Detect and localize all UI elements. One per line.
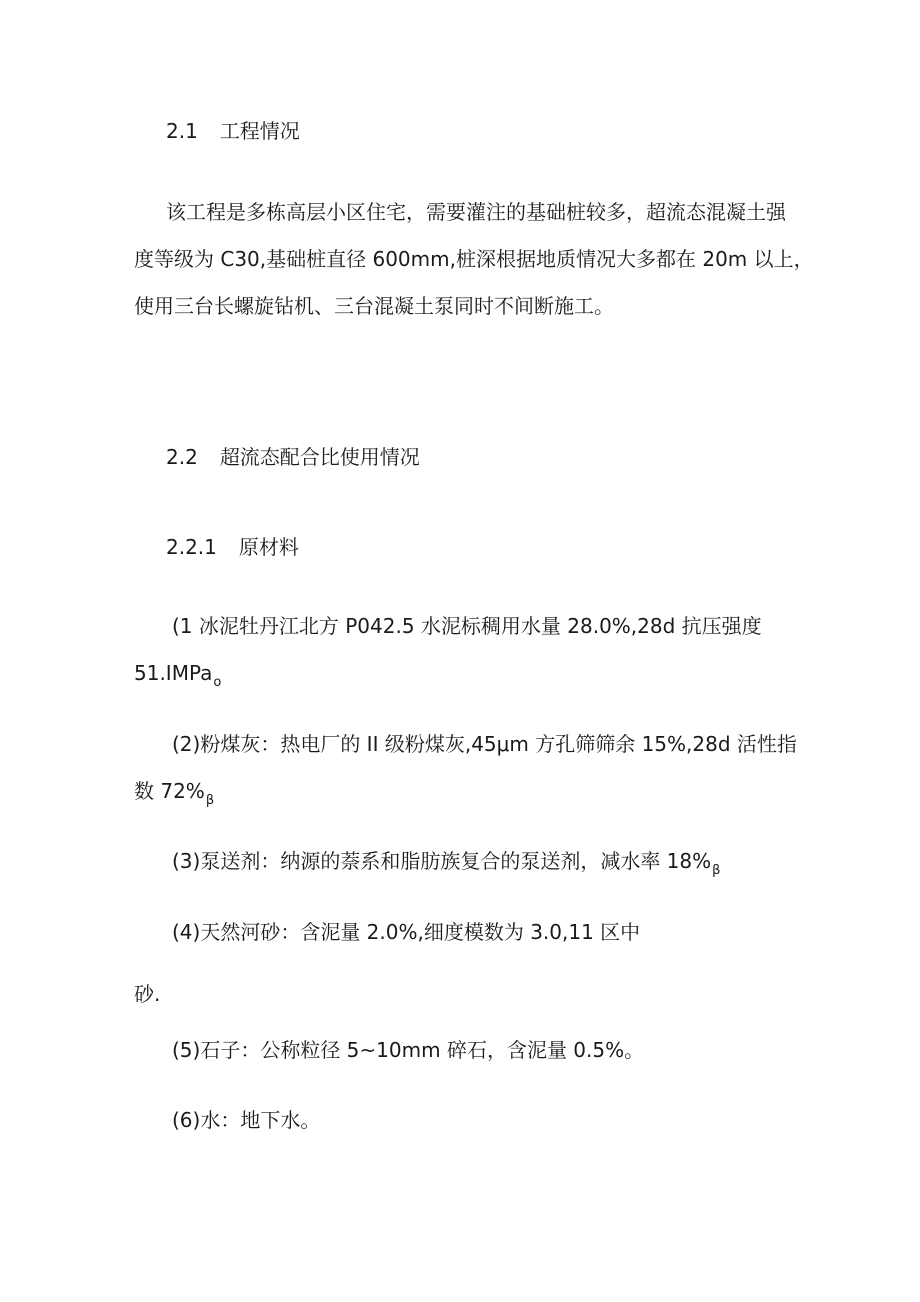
paragraph-line: 度等级为 C30,基础桩直径 600mm,桩深根据地质情况大多都在 20m 以上， <box>134 247 814 271</box>
section-2-2-1-number: 2.2.1 <box>166 535 217 559</box>
section-2-2-title: 超流态配合比使用情况 <box>219 445 420 469</box>
section-2-1-title: 工程情况 <box>219 119 300 143</box>
material-item-1-line-1: (1 冰泥牡丹江北方 P042.5 水泥标稠用水量 28.0%,28d 抗压强度 <box>172 614 762 638</box>
material-item-1-subscript: o <box>213 675 222 690</box>
material-item-3-text: (3)泵送剂：纳源的萘系和脂肪族复合的泵送剂，减水率 18% <box>172 849 712 873</box>
material-item-5: (5)石子：公称粒径 5~10mm 碎石，含泥量 0.5%。 <box>172 1038 645 1062</box>
material-item-2-line-1: (2)粉煤灰：热电厂的 II 级粉煤灰,45μm 方孔筛筛余 15%,28d 活性指 <box>172 732 797 756</box>
section-2-1-heading <box>166 117 300 145</box>
section-2-2-number: 2.2 <box>166 445 198 469</box>
material-item-1-line-2 <box>134 659 221 697</box>
material-item-2-value: 数 72% <box>134 779 205 803</box>
section-2-1-number: 2.1 <box>166 119 198 143</box>
material-item-4-line-2: 砂. <box>134 982 161 1006</box>
material-item-2-line-2 <box>134 777 214 815</box>
section-2-2-heading <box>166 443 420 471</box>
paragraph-line: 该工程是多栋高层小区住宅，需要灌注的基础桩较多，超流态混凝土强 <box>166 200 786 224</box>
material-item-1-value: 51.IMPa <box>134 661 213 685</box>
section-2-2-1-heading <box>166 533 299 561</box>
material-item-3-subscript: β <box>712 863 721 878</box>
material-item-6: (6)水：地下水。 <box>172 1108 321 1132</box>
section-2-2-1-title: 原材料 <box>238 535 299 559</box>
paragraph-line: 使用三台长螺旋钻机、三台混凝土泵同时不间断施工。 <box>134 294 614 318</box>
material-item-2-subscript: β <box>205 793 215 808</box>
material-item-3 <box>172 847 720 885</box>
material-item-4-line-1: (4)天然河砂：含泥量 2.0%,细度模数为 3.0,11 区中 <box>172 920 641 944</box>
